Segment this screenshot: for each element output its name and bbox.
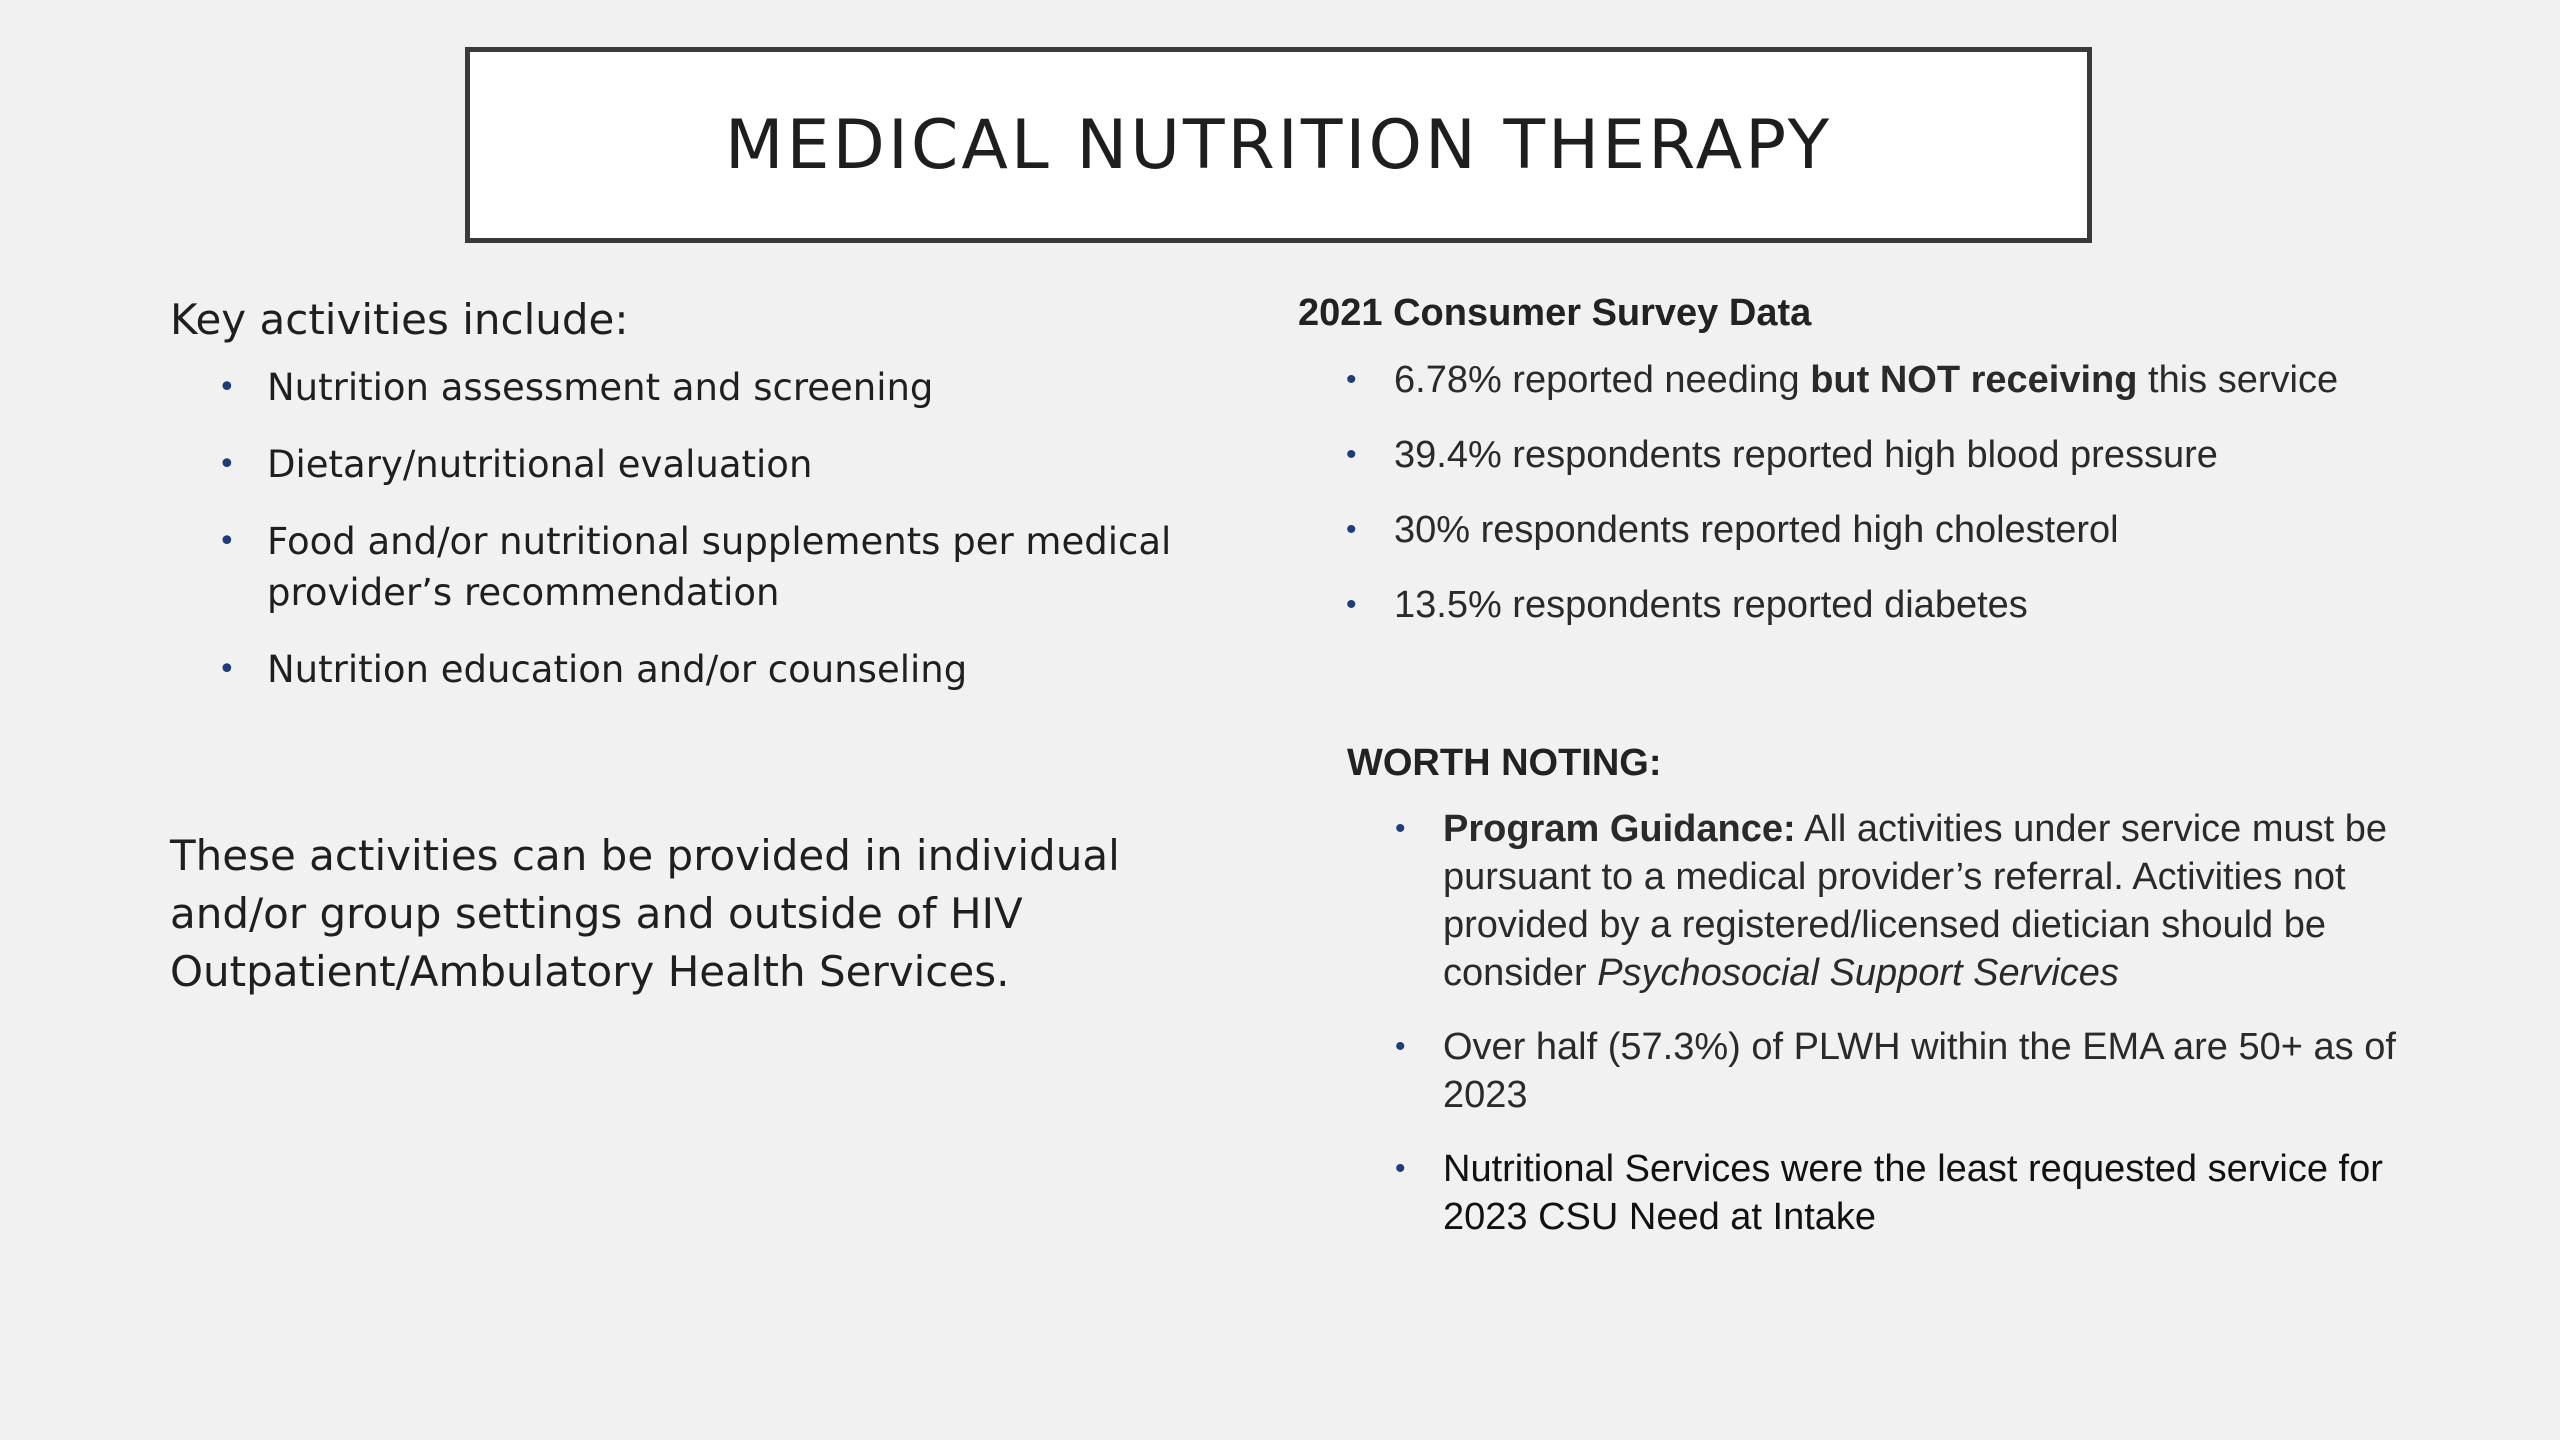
bullet-icon: • [1395,812,1406,845]
worth-noting-heading: WORTH NOTING: [1347,742,1662,784]
list-item-text: 39.4% respondents reported high blood pressure [1394,434,2218,476]
bullet-icon: • [1346,588,1357,621]
worth-noting-list [1347,805,2457,1241]
guidance-italic: Psychosocial Support Services [1597,952,2119,994]
list-item-text: 30% respondents reported high cholesterol [1394,509,2119,551]
title-box [465,47,2092,243]
list-item-text: Nutrition education and/or counseling [267,648,968,691]
list-item-text: Dietary/nutritional evaluation [267,443,813,486]
list-item [1298,505,2498,555]
list-item-text: Over half (57.3%) of PLWH within the EMA are 50+ as of 2023 [1443,1026,2396,1116]
list-item [1298,580,2498,630]
list-item-text: 13.5% respondents reported diabetes [1394,584,2028,626]
list-item-text: Nutrition assessment and screening [267,366,934,409]
survey-item-post: this service [2137,359,2339,401]
key-activities-section [170,295,1240,721]
key-activities-heading: Key activities include: [170,295,629,344]
list-item [1298,430,2498,480]
list-item [170,516,1240,618]
survey-item-pre: 6.78% reported needing [1394,359,1811,401]
list-item [170,439,1240,490]
list-item [1347,805,2457,997]
survey-section [1298,292,2498,655]
survey-list [1298,355,2498,630]
bullet-icon: • [1395,1030,1406,1063]
list-item [1347,1023,2457,1119]
list-item-text: Nutritional Services were the least requested service for 2023 CSU Need at Intake [1443,1148,2383,1238]
bullet-icon: • [1346,438,1357,471]
bullet-icon: • [1395,1152,1406,1185]
bullet-icon: • [218,447,236,482]
slide-title: MEDICAL NUTRITION THERAPY [724,105,1833,185]
settings-paragraph: These activities can be provided in individual and/or group settings and outside of HIV Outpatient/Ambulatory Health Services. [170,831,1120,996]
survey-item-bold: but NOT receiving [1810,359,2138,401]
list-item [1347,1145,2457,1241]
survey-heading: 2021 Consumer Survey Data [1298,292,1812,334]
bullet-icon: • [218,524,236,559]
list-item-text: Food and/or nutritional supplements per medical provider’s recommendation [267,520,1172,614]
bullet-icon: • [218,652,236,687]
worth-noting-section [1347,742,2457,1267]
list-item [1298,355,2498,405]
guidance-text: All activities under service must be pursuant to a medical provider’s referral. Activities not provided by a registered/licensed dietician should be consider [1443,808,2387,994]
key-activities-list [170,362,1240,695]
list-item [170,362,1240,413]
bullet-icon: • [1346,363,1357,396]
bullet-icon: • [218,370,236,405]
bullet-icon: • [1346,513,1357,546]
guidance-label: Program Guidance: [1443,808,1796,850]
list-item [170,644,1240,695]
